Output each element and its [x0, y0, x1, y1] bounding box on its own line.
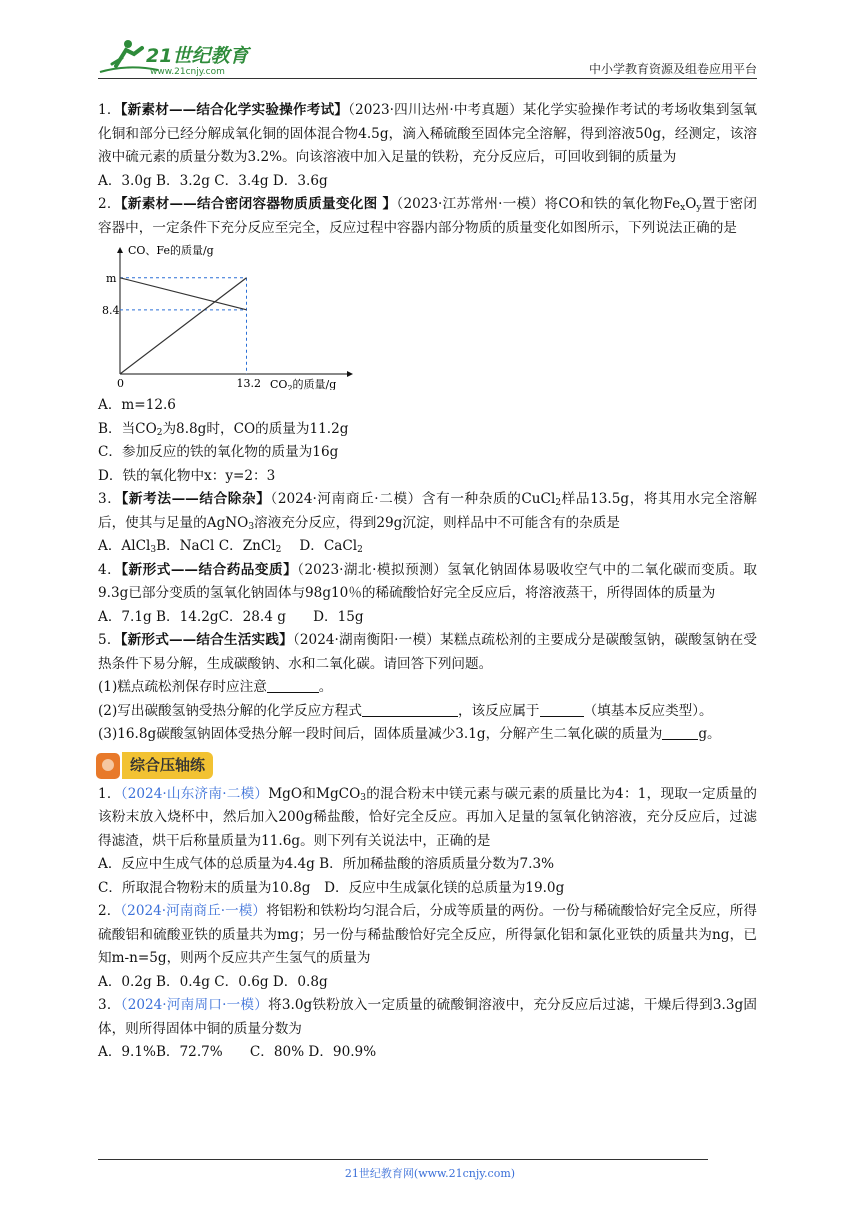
question-number: 3．: [98, 997, 121, 1013]
y-tick-label: 8.4: [102, 303, 120, 317]
mass-change-chart: [102, 242, 362, 390]
question-number: 2．: [98, 903, 121, 919]
section-badge: [96, 751, 757, 781]
question-source: （2024·河南周口·一模）: [120, 997, 269, 1013]
question-number: 2．: [98, 196, 121, 212]
answer-blank[interactable]: [267, 678, 319, 693]
comprehensive-question-1-options-ab: A．反应中生成气体的总质量为4.4g B．所加稀盐酸的溶质质量分数为7.3%: [98, 856, 555, 872]
question-text: 氢氧化钠固体易吸收空气中的二氧化碳而变质。取9.3g已部分变质的氢氧化钠固体与98g10％的稀硫酸恰好完全反应后，将溶液蒸干，所得固体的质量为: [98, 561, 758, 601]
question-2: 2．【新素材——结合密闭容器物质质量变化图 】（2023·江苏常州·一模）将CO和铁的氧化物$Fe_xO_y$置于密闭容器中，一定条件下充分反应至完全，反应过程中容器内部分物质的质量变化如图所示，下列说法正确的是: [98, 196, 758, 236]
series-line-2: [120, 278, 247, 310]
question-4: [98, 559, 757, 606]
question-source: （2024·山东济南·二模）: [120, 785, 269, 802]
question-5-sub-1: (1)糕点疏松剂保存时应注意 。: [98, 679, 333, 695]
question-3: 3．【新考法——结合除杂】（2024·河南商丘·二模）含有一种杂质的CuCl$_2$样品13.5g，将其用水完全溶解后，使其与足量的AgNO$_3$溶液充分反应，得到29g沉淀，则样品中不可能含有的杂质是: [98, 491, 758, 532]
question-source: （2024·湖南衡阳·一模）: [292, 632, 441, 648]
question-5: [98, 629, 757, 676]
question-1-options: A．3.0g B．3.2g C．3.4g D．3.6g: [98, 172, 328, 189]
question-2-option-c: C．参加反应的铁的氧化物的质量为16g: [98, 444, 339, 460]
question-source: （2024·河南商丘·二模）: [270, 491, 422, 507]
x-tick-label: 0: [117, 377, 124, 390]
comprehensive-question-3-options: A．9.1%B．72.7% C．80% D．90.9%: [98, 1044, 377, 1060]
question-source: （2023·四川达州·中考真题）: [348, 102, 523, 118]
x-tick-label: 13.2: [236, 377, 261, 390]
student-icon: [96, 753, 120, 779]
comprehensive-question-2-options: A．0.2g B．0.4g C．0.6g D．0.8g: [98, 973, 328, 990]
x-axis-label: $CO_2$的质量/g: [270, 378, 337, 390]
question-3-options: A．AlCl$_3$B．NaCl C．ZnCl$_2$ D．CaCl$_2$: [98, 538, 363, 555]
question-number: 5．: [98, 632, 121, 648]
y-tick-label: m: [106, 271, 117, 285]
question-number: 4．: [98, 561, 122, 578]
header-divider: [98, 78, 757, 79]
question-tag: 【新素材——结合化学实验操作考试】: [120, 102, 349, 118]
logo-url: www.21cnjy.com: [150, 67, 225, 77]
question-number: 1．: [98, 102, 121, 118]
header-platform-text: 中小学教育资源及组卷应用平台: [588, 62, 757, 76]
question-text: 将铝粉和铁粉均匀混合后，分成等质量的两份。一份与稀硫酸恰好完全反应，所得硫酸铝和硫酸亚铁的质量共为mg；另一份与稀盐酸恰好完全反应，所得氯化铝和氯化亚铁的质量共为ng，已知m-n=5g，则两个反应共产生氢气的质量为: [98, 903, 758, 966]
comprehensive-question-2: [98, 900, 757, 971]
footer-text[interactable]: 21世纪教育网(www.21cnjy.com): [344, 1167, 516, 1180]
question-text: 某化学实验操作考试的考场收集到氢氧化铜和部分已经分解成氧化铜的固体混合物4.5g，滴入稀硫酸至固体完全溶解，得到溶液50g，经测定，该溶液中硫元素的质量分数为3.2%。向该溶液中加入足量的铁粉，充分反应后，可回收到铜的质量为: [98, 102, 757, 165]
question-source: （2023·江苏常州·一模）: [396, 196, 545, 212]
question-tag: 【新形式——结合生活实践】: [120, 632, 293, 648]
series-line-1: [120, 278, 247, 374]
question-number: 3．: [98, 491, 122, 507]
question-text: 将3.0g铁粉放入一定质量的硫酸铜溶液中，充分反应后过滤，干燥后得到3.3g固体，则所得固体中铜的质量分数为: [98, 997, 758, 1037]
question-2-option-b: B．当$CO_2$为8.8g时，CO的质量为11.2g: [98, 420, 349, 438]
comprehensive-question-1: 1．（2024·山东济南·二模）MgO和MgCO$_3$的混合粉末中镁元素与碳元素的质量比为4：1，现取一定质量的该粉末放入烧杯中，然后加入200g稀盐酸，恰好完全反应。再加入足量的氢氧化钠溶液，充分反应后，过滤得滤渣，烘干后称量质量为11.6g。则下列有关说法中，正确的是: [98, 785, 758, 849]
comprehensive-question-1-options-cd: C．所取混合物粉末的质量为10.8g D．反应中生成氯化镁的总质量为19.0g: [98, 879, 565, 896]
question-tag: 【新形式——结合药品变质】: [121, 561, 298, 578]
question-tag: 【新考法——结合除杂】: [121, 491, 271, 507]
question-5-sub-2: (2)写出碳酸氢钠受热分解的化学反应方程式 ，该反应属于 （填基本反应类型）。: [98, 702, 713, 719]
question-2-option-a: A．m=12.6: [98, 397, 176, 413]
question-4-options: A．7.1g B．14.2gC．28.4 g D．15g: [98, 608, 364, 625]
section-title: 综合压轴练: [122, 752, 213, 780]
answer-blank[interactable]: [662, 725, 698, 740]
document-body: [98, 99, 757, 1065]
question-2-option-d: D．铁的氧化物中x：y=2：3: [98, 467, 276, 484]
question-1: [98, 99, 757, 170]
question-text: 某糕点疏松剂的主要成分是碳酸氢钠，碳酸氢钠在受热条件下易分解，生成碳酸钠、水和二氧化碳。请回答下列问题。: [98, 632, 757, 672]
answer-blank[interactable]: [540, 702, 584, 717]
question-tag: 【新素材——结合密闭容器物质质量变化图 】: [120, 196, 397, 212]
answer-blank[interactable]: [362, 702, 458, 717]
footer-divider: [98, 1159, 708, 1160]
logo-text: 21世纪教育: [146, 45, 249, 67]
question-source: （2024·河南商丘·一模）: [120, 903, 266, 919]
site-logo: [98, 36, 258, 78]
question-number: 1．: [98, 785, 121, 802]
comprehensive-question-3: [98, 994, 757, 1041]
y-axis-label: CO、Fe的质量/g: [128, 244, 214, 257]
question-5-sub-3: (3)16.8g碳酸氢钠固体受热分解一段时间后，固体质量减少3.1g，分解产生二氧化碳的质量为 g。: [98, 726, 721, 742]
question-source: （2023·湖北·模拟预测）: [297, 561, 448, 578]
